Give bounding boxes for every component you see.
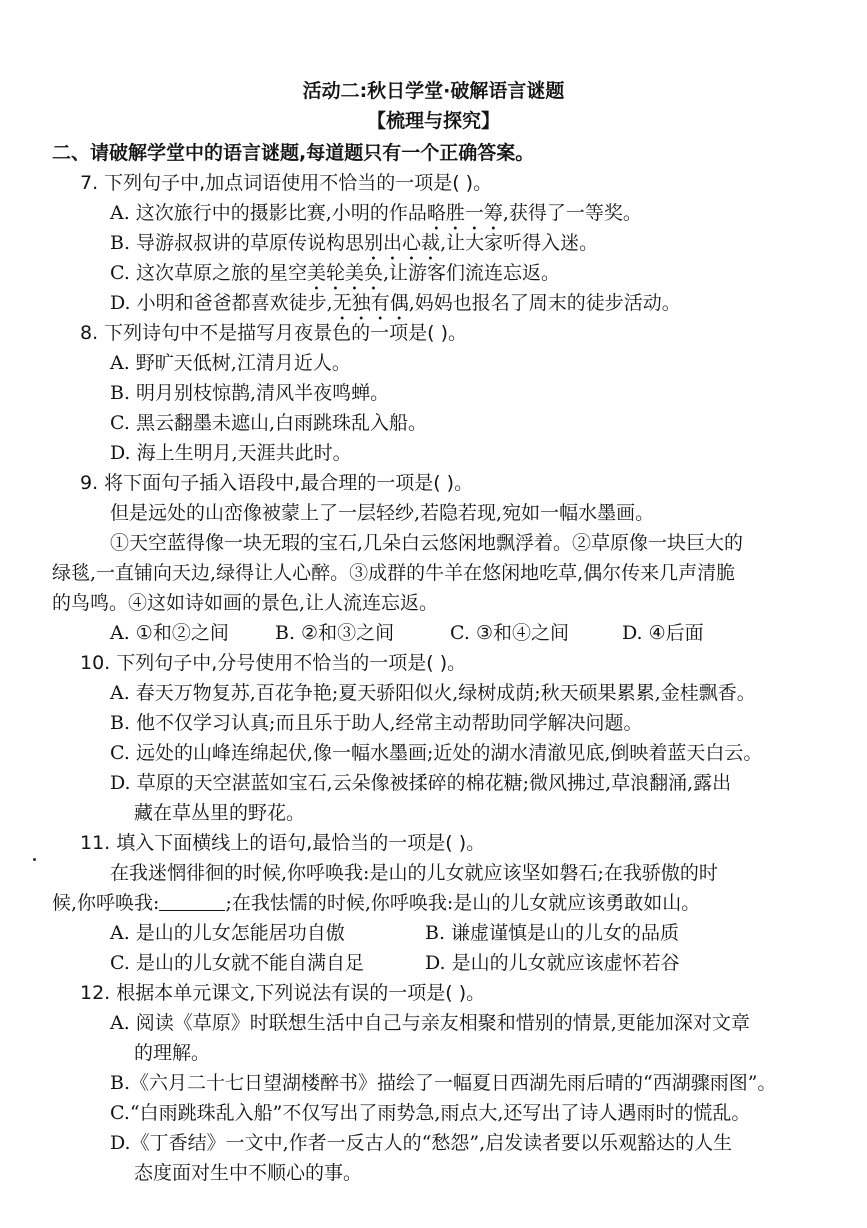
option-text: ,让游客们流连忘返。 xyxy=(382,262,561,284)
question-9-option-c: C. ③和④之间 xyxy=(450,622,569,644)
option-text: ,让大家听得入迷。 xyxy=(440,232,599,254)
question-8-option-c: C. 黑云翻墨未遮山,白雨跳珠乱入船。 xyxy=(110,412,427,434)
question-8-option-d: D. 海上生明月,天涯共此时。 xyxy=(110,442,352,464)
question-7-stem: 7. 下列句子中,加点词语使用不恰当的一项是( )。 xyxy=(80,172,493,194)
question-11-option-a: A. 是山的儿女怎能居功自傲 xyxy=(110,922,345,944)
question-8-stem: 8. 下列诗句中不是描写月夜景色的一项是( )。 xyxy=(80,322,468,344)
question-11-option-b: B. 谦虚谨慎是山的儿女的品质 xyxy=(425,922,680,944)
question-9-option-a: A. ①和②之间 xyxy=(110,622,229,644)
question-12-option-c: C.“白雨跳珠乱入船”不仅写出了雨势急,雨点大,还写出了诗人遇雨时的慌乱。 xyxy=(110,1102,751,1124)
question-9-stem: 9. 将下面句子插入语段中,最合理的一项是( )。 xyxy=(80,472,474,494)
question-10-option-d-line-2: 藏在草丛里的野花。 xyxy=(134,802,306,824)
page-title: 活动二:秋日学堂·破解语言谜题 xyxy=(302,80,565,102)
question-12-stem: 12. 根据本单元课文,下列说法有误的一项是( )。 xyxy=(80,982,486,1004)
question-11-stem: 11. 填入下面横线上的语句,最恰当的一项是( )。 xyxy=(80,832,486,854)
option-text: B. 导游叔叔讲的草原传说构思 xyxy=(110,232,365,254)
question-8-option-a: A. 野旷天低树,江清月近人。 xyxy=(110,352,351,374)
question-9-passage-line-3: 的鸟鸣。④这如诗如画的景色,让人流连忘返。 xyxy=(52,592,439,614)
question-8-option-b: B. 明月别枝惊鹊,清风半夜鸣蝉。 xyxy=(110,382,390,404)
scan-speck xyxy=(33,858,36,861)
question-9-sentence: 但是远处的山峦像被蒙上了一层轻纱,若隐若现,宛如一幅水墨画。 xyxy=(110,502,655,524)
question-11-passage-line-1: 在我迷惘徘徊的时候,你呼唤我:是山的儿女就应该坚如磐石;在我骄傲的时 xyxy=(110,862,718,884)
section-heading: 二、请破解学堂中的语言谜题,每道题只有一个正确答案。 xyxy=(52,142,535,164)
question-9-option-b: B. ②和③之间 xyxy=(275,622,395,644)
question-11-option-c: C. 是山的儿女就不能自满自足 xyxy=(110,952,364,974)
question-11-passage-line-2 xyxy=(52,890,700,916)
question-10-option-b: B. 他不仅学习认真;而且乐于助人,经常主动帮助同学解决问题。 xyxy=(110,712,643,734)
question-12-option-a-line-2: 的理解。 xyxy=(134,1042,211,1064)
question-10-option-a: A. 春天万物复苏,百花争艳;夏天骄阳似火,绿树成荫;秋天硕果累累,金桂飘香。 xyxy=(110,682,756,704)
dotted-term: 别出心裁 xyxy=(364,232,441,254)
answer-blank xyxy=(159,892,225,911)
question-12-option-d-line-1: D.《丁香结》一文中,作者一反古人的“愁怨”,启发读者要以乐观豁达的人生 xyxy=(110,1132,733,1154)
question-10-option-c: C. 远处的山峰连绵起伏,像一幅水墨画;近处的湖水清澈见底,倒映着蓝天白云。 xyxy=(110,742,763,764)
question-9-option-d: D. ④后面 xyxy=(622,622,704,644)
dotted-term: 无独有偶 xyxy=(332,292,409,314)
option-text: ,获得了一等奖。 xyxy=(502,202,642,224)
question-12-option-d-line-2: 态度面对生中不顺心的事。 xyxy=(134,1162,363,1184)
question-10-stem: 10. 下列句子中,分号使用不恰当的一项是( )。 xyxy=(80,652,467,674)
question-12-option-a-line-1: A. 阅读《草原》时联想生活中自己与亲友相聚和惜别的情景,更能加深对文章 xyxy=(110,1012,750,1034)
passage-text: 候,你呼唤我: xyxy=(52,892,160,914)
question-9-passage-line-2: 绿毯,一直铺向天边,绿得让人心醉。③成群的牛羊在悠闲地吃草,偶尔传来几声清脆 xyxy=(52,562,736,584)
question-11-option-d: D. 是山的儿女就应该虚怀若谷 xyxy=(425,952,680,974)
question-9-passage-line-1: ①天空蓝得像一块无瑕的宝石,几朵白云悠闲地飘浮着。②草原像一块巨大的 xyxy=(110,532,744,554)
option-text: D. 小明和爸爸都喜欢徒步, xyxy=(110,292,333,314)
dotted-term: 略胜一筹 xyxy=(426,202,503,224)
question-10-option-d-line-1: D. 草原的天空湛蓝如宝石,云朵像被揉碎的棉花糖;微风拂过,草浪翻涌,露出 xyxy=(110,772,732,794)
question-12-option-b: B.《六月二十七日望湖楼醉书》描绘了一幅夏日西湖先雨后晴的“西湖骤雨图”。 xyxy=(110,1072,777,1094)
dotted-term: 美轮美奂 xyxy=(306,262,383,284)
option-text: ,妈妈也报名了周末的徒步活动。 xyxy=(408,292,681,314)
passage-text: ;在我怯懦的时候,你呼唤我:是山的儿女就应该勇敢如山。 xyxy=(225,892,701,914)
option-text: A. 这次旅行中的摄影比赛,小明的作品 xyxy=(110,202,427,224)
page-subtitle: 【梳理与探究】 xyxy=(366,110,500,132)
option-text: C. 这次草原之旅的星空 xyxy=(110,262,307,284)
